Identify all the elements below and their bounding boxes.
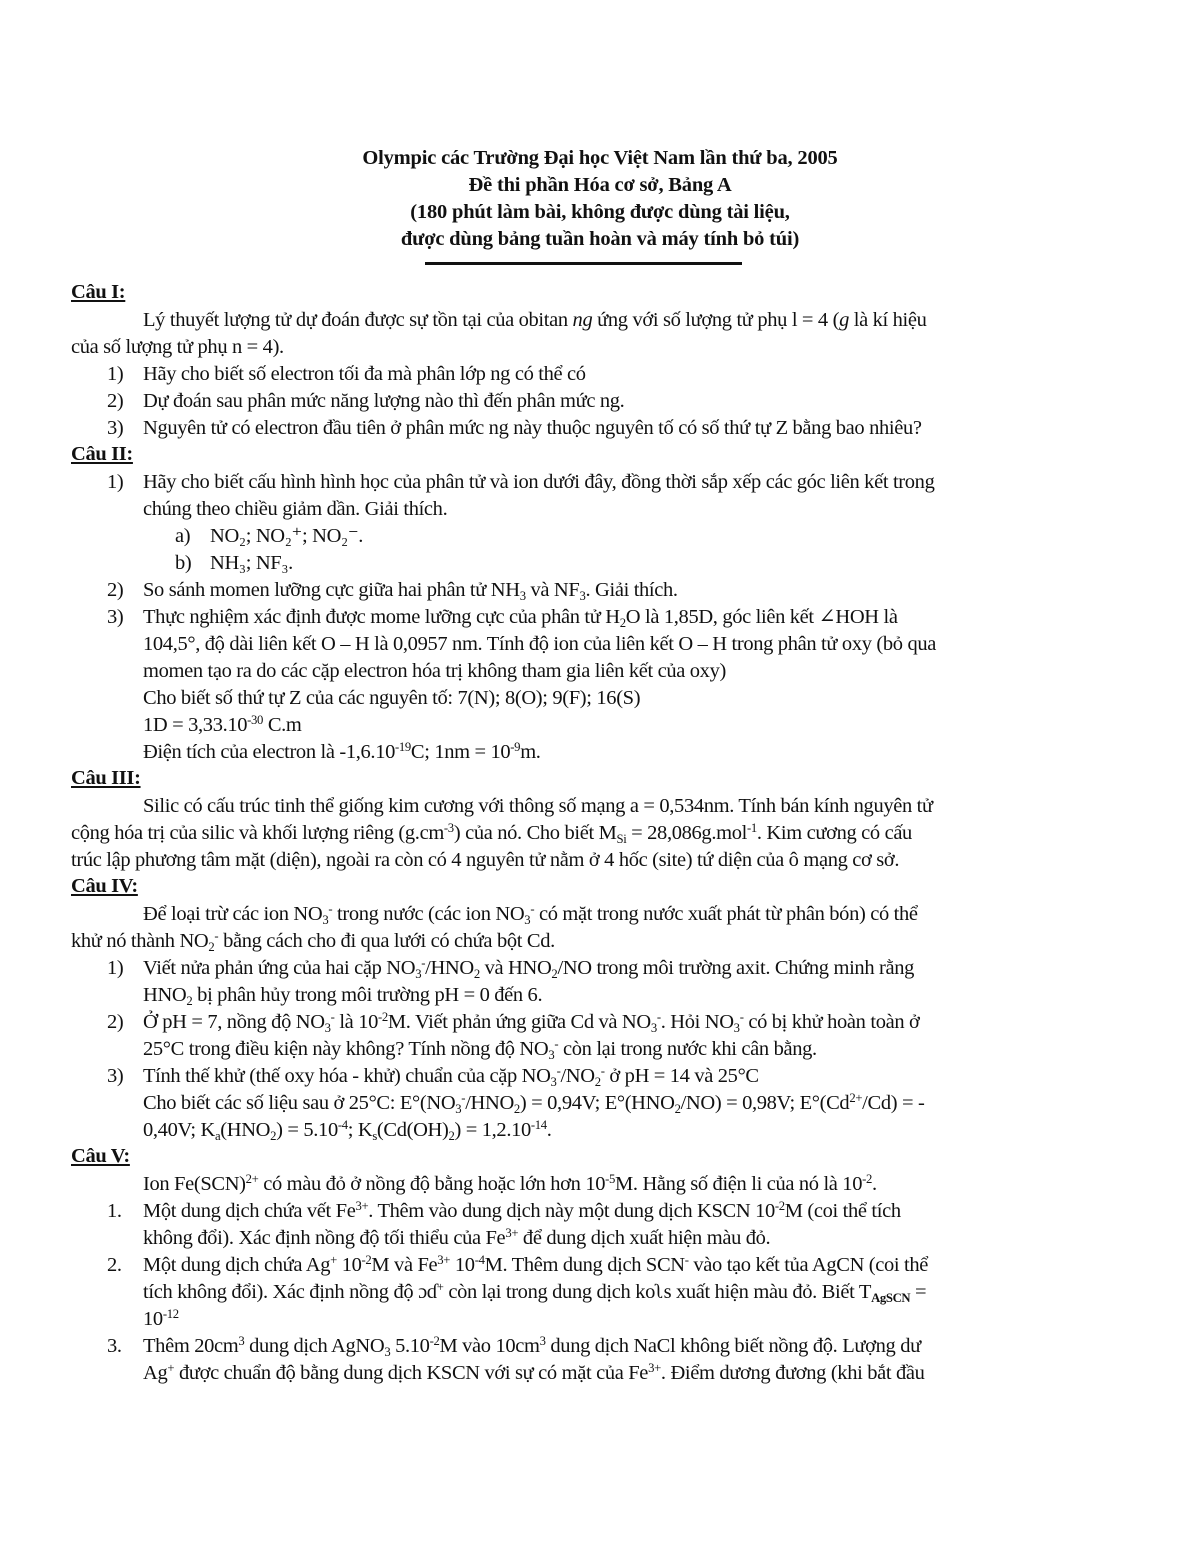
q5-item-3-line1: Thêm $20cm^3$ dung dịch AgNO$_3$ $5.10^{-2}M$ vào $10cm^3$ dung dịch NaCl không biết nồng độ. Lượng dư: [143, 1334, 921, 1359]
q1-item-number-2: 2): [107, 390, 124, 412]
q2-item-number-1: 1): [107, 471, 124, 493]
q5-item-2-line3: $10^{-12}$: [143, 1307, 179, 1330]
q4-item-3-line2: Cho biết các số liệu sau ở 25°C: $E^\circ(NO_3^-/HNO_2) = 0,94V$; $E^\circ(HNO_2/NO) = 0,98V$; $E^\circ(Cd^{2+}/Cd)$ = -: [143, 1091, 925, 1116]
q5-intro: Ion Fe(SCN)$^{2+}$ có màu đỏ ở nồng độ bằng hoặc lớn hơn $10^{-5}M$. Hằng số điện li của nó là $10^{-2}$.: [143, 1172, 877, 1195]
q4-item-number-3: 3): [107, 1065, 124, 1087]
q2-item-3-line1: Thực nghiệm xác định được mome lưỡng cực của phân tử $H_2O$ là 1,85D, góc liên kết ∠HOH là: [143, 606, 898, 630]
header-title: Olympic các Trường Đại học Việt Nam lần thứ ba, 2005: [362, 147, 838, 169]
q5-item-3-line2: Ag+ được chuẩn độ bằng dung dịch KSCN với sự có mặt của $Fe^{3+}$. Điểm dương đương (khi bắt đầu: [143, 1361, 925, 1384]
section-heading-1: Câu I:: [71, 281, 126, 303]
q2-item-3-line4: Cho biết số thứ tự Z của các nguyên tố: 7(N); 8(O); 9(F); 16(S): [143, 687, 641, 709]
q4-item-number-1: 1): [107, 957, 124, 979]
q1-item-number-1: 1): [107, 363, 124, 385]
q2-item-3-line6: Điện tích của electron là $-1,6.10^{-19}C$; $1nm = 10^{-9}m$.: [143, 740, 541, 763]
q4-item-3-line1: Tính thế khử (thế oxy hóa - khử) chuẩn của cặp $NO_3^-/NO_2^-$ ở pH = 14 và 25°C: [143, 1064, 759, 1089]
section-heading-4: Câu IV:: [71, 875, 138, 897]
header-subtitle: Đề thi phần Hóa cơ sở, Bảng A: [468, 174, 732, 196]
q5-item-number-2: 2.: [107, 1254, 122, 1276]
q2-sub-b-label: b): [175, 552, 192, 574]
q4-item-3-line3: 0,40V; $K_a(HNO_2) = 5.10^{-4}$; $K_s(Cd(OH)_2) = 1,2.10^{-14}$.: [143, 1118, 552, 1143]
section-heading-3: Câu III:: [71, 767, 141, 789]
header-tools-note: được dùng bảng tuần hoàn và máy tính bỏ túi): [400, 228, 800, 250]
q4-item-number-2: 2): [107, 1011, 124, 1033]
q5-item-number-1: 1.: [107, 1200, 122, 1222]
q3-line2: cộng hóa trị của silic và khối lượng riêng $(g.cm^{-3})$ của nó. Cho biết $M_{Si} = 28,086g.mol^{-1}$. Kim cương có cấu: [71, 821, 912, 846]
q2-item-number-2: 2): [107, 579, 124, 601]
q5-item-2-line1: Một dung dịch chứa Ag+ $10^{-2}M$ và $Fe^{3+}$ $10^{-4}M$. Thêm dung dịch SCN- vào tạo kết tủa AgCN (coi thể: [143, 1253, 929, 1276]
q2-item-1-line2: chúng theo chiều giảm dần. Giải thích.: [143, 498, 448, 520]
q1-intro-line2: của số lượng tử phụ n = 4).: [71, 336, 284, 358]
section-heading-2: Câu II:: [71, 443, 133, 465]
q1-item-3: Nguyên tử có electron đầu tiên ở phân mức ng này thuộc nguyên tố có số thứ tự Z bằng bao nhiêu?: [143, 417, 922, 439]
header-time-note: (180 phút làm bài, không được dùng tài liệu,: [410, 201, 790, 223]
q4-item-1-line2: $HNO_2$ bị phân hủy trong môi trường pH = 0 đến 6.: [143, 984, 543, 1008]
q5-item-2-line2: tích không đổi). Xác định nồng độ ɔɗ+ còn lại trong dung dịch koʅs xuất hiện màu đỏ. Biết $T_{AgSCN}$ =: [143, 1280, 927, 1305]
header-divider: [425, 262, 742, 265]
q2-item-3-line5: $1D = 3,33.10^{-30}$ C.m: [143, 713, 302, 736]
q5-item-number-3: 3.: [107, 1335, 122, 1357]
q1-intro-line1: Lý thuyết lượng tử dự đoán được sự tồn tại của obitan ng ứng với số lượng tử phụ l = 4 (g là kí hiệu: [143, 309, 927, 331]
q4-item-1-line1: Viết nửa phản ứng của hai cặp $NO_3^-/HNO_2$ và $HNO_2/NO$ trong môi trường axit. Chứng minh rằng: [143, 956, 915, 981]
section-heading-5: Câu V:: [71, 1145, 130, 1167]
q4-item-2-line1: Ở pH = 7, nồng độ $NO_3^-$ là $10^{-2}M$. Viết phản ứng giữa Cd và $NO_3^-$. Hỏi $NO_3^-$ có bị khử hoàn toàn ở: [143, 1010, 920, 1035]
q1-item-number-3: 3): [107, 417, 124, 439]
q5-item-1-line1: Một dung dịch chứa vết $Fe^{3+}$. Thêm vào dung dịch này một dung dịch KSCN $10^{-2}M$ (coi thể tích: [143, 1199, 901, 1222]
q2-item-2: So sánh momen lưỡng cực giữa hai phân tử $NH_3$ và $NF_3$. Giải thích.: [143, 579, 678, 603]
q2-item-3-line3: momen tạo ra do các cặp electron hóa trị không tham gia liên kết của oxy): [143, 660, 726, 682]
q3-line3: trúc lập phương tâm mặt (diện), ngoài ra còn có 4 nguyên tử nằm ở 4 hốc (site) tứ diện của ô mạng cơ sở.: [71, 849, 900, 871]
q2-item-number-3: 3): [107, 606, 124, 628]
q5-item-1-line2: không đổi). Xác định nồng độ tối thiểu của $Fe^{3+}$ để dung dịch xuất hiện màu đỏ.: [143, 1226, 771, 1249]
q2-item-3-line2: 104,5°, độ dài liên kết O – H là 0,0957 nm. Tính độ ion của liên kết O – H trong phân tử oxy (bỏ qua: [143, 633, 936, 655]
q2-sub-a-label: a): [175, 525, 191, 547]
q4-intro-line2: khử nó thành $NO_2^-$ bằng cách cho đi qua lưới có chứa bột Cd.: [71, 929, 555, 954]
q3-line1: Silic có cấu trúc tinh thể giống kim cương với thông số mạng a = 0,534nm. Tính bán kính nguyên tử: [143, 795, 933, 817]
q2-sub-b-formulas: NH₃; NF₃.: [210, 552, 293, 574]
q4-intro-line1: Để loại trừ các ion $NO_3^-$ trong nước (các ion $NO_3^-$ có mặt trong nước xuất phát từ phân bón) có thể: [143, 902, 918, 927]
q2-item-1-line1: Hãy cho biết cấu hình hình học của phân tử và ion dưới đây, đồng thời sắp xếp các góc liên kết trong: [143, 471, 935, 493]
q2-sub-a-formulas: NO₂; NO₂⁺; NO₂⁻.: [210, 525, 364, 547]
q1-item-2: Dự đoán sau phân mức năng lượng nào thì đến phân mức ng.: [143, 390, 625, 412]
q1-item-1: Hãy cho biết số electron tối đa mà phân lớp ng có thể có: [143, 363, 586, 385]
q4-item-2-line2: 25°C trong điều kiện này không? Tính nồng độ $NO_3^-$ còn lại trong nước khi cân bằng.: [143, 1037, 817, 1062]
